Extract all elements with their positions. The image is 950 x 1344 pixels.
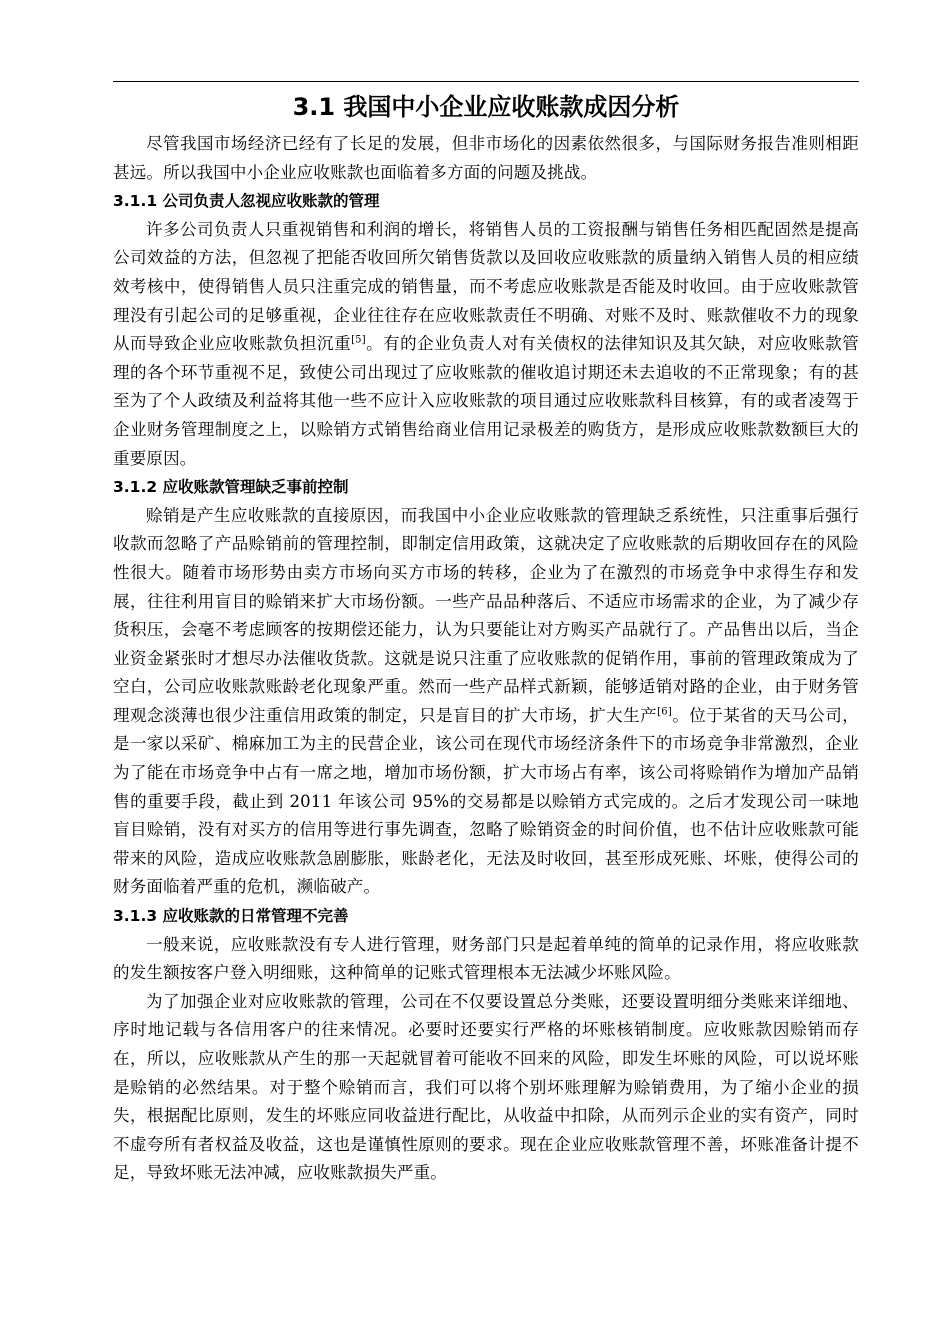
page-title: 3.1 我国中小企业应收账款成因分析	[292, 93, 680, 121]
header-rule	[113, 81, 859, 82]
section-3-1-1-paragraph	[113, 216, 859, 473]
document-body	[113, 88, 859, 1188]
section-heading-3-1-1: 3.1.1 公司负责人忽视应收账款的管理	[113, 192, 380, 211]
citation-ref: [6]	[657, 706, 672, 718]
paragraph-text: 。有的企业负责人对有关债权的法律知识及其欠缺，对应收账款管理的各个环节重视不足，致使公司出现过了应收账款的催收追讨期还未去追收的不正常现象；有的甚至为了个人政绩及利益将其他一些不应计入应收账款的项目通过应收账款科目核算，有的或者凌驾于企业财务管理制度之上，以赊销方式销售给商业信用记录极差的购货方，是形成应收账款数额巨大的重要原因。	[113, 334, 859, 468]
section-3-1-3-paragraph-2: 为了加强企业对应收账款的管理，公司在不仅要设置总分类账，还要设置明细分类账来详细地、序时地记载与各信用客户的往来情况。必要时还要实行严格的坏账核销制度。应收账款因赊销而存在，所以，应收账款从产生的那一天起就冒着可能收不回来的风险，即发生坏账的风险，可以说坏账是赊销的必然结果。对于整个赊销而言，我们可以将个别坏账理解为赊销费用，为了缩小企业的损失，根据配比原则，发生的坏账应同收益进行配比，从收益中扣除，从而列示企业的实有资产，同时不虚夸所有者权益及收益，这也是谨慎性原则的要求。现在企业应收账款管理不善，坏账准备计提不足，导致坏账无法冲减，应收账款损失严重。	[113, 991, 859, 1183]
section-3-1-2-paragraph	[113, 502, 859, 902]
intro-paragraph: 尽管我国市场经济已经有了长足的发展，但非市场化的因素依然很多，与国际财务报告准则相距甚远。所以我国中小企业应收账款也面临着多方面的问题及挑战。	[113, 134, 859, 182]
paragraph-text: 赊销是产生应收账款的直接原因，而我国中小企业应收账款的管理缺乏系统性，只注重事后强行收款而忽略了产品赊销前的管理控制，即制定信用政策，这就决定了应收账款的后期收回存在的风险性很大。随着市场形势由卖方市场向买方市场的转移，企业为了在激烈的市场竞争中求得生存和发展，往往利用盲目的赊销来扩大市场份额。一些产品品种落后、不适应市场需求的企业，为了减少存货积压，会毫不考虑顾客的按期偿还能力，认为只要能让对方购买产品就行了。产品售出以后，当企业资金紧张时才想尽办法催收货款。这就是说只注重了应收账款的促销作用，事前的管理政策成为了空白，公司应收账款账龄老化现象严重。然而一些产品样式新颖，能够适销对路的企业，由于财务管理观念淡薄也很少注重信用政策的制定，只是盲目的扩大市场，扩大生产	[113, 505, 859, 725]
paragraph-text: 。位于某省的天马公司，是一家以采矿、棉麻加工为主的民营企业，该公司在现代市场经济条件下的市场竞争非常激烈，企业为了能在市场竞争中占有一席之地，增加市场份额，扩大市场占有率，该公司将赊销作为增加产品销售的重要手段，截止到 2011 年该公司 95%的交易都是以赊销方式完成的。之后才发现公司一味地盲目赊销，没有对买方的信用等进行事先调查，忽略了赊销资金的时间价值，也不估计应收账款可能带来的风险，造成应收账款急剧膨胀，账龄老化，无法及时收回，甚至形成死账、坏账，使得公司的财务面临着严重的危机，濒临破产。	[113, 705, 859, 897]
citation-ref: [5]	[351, 334, 366, 346]
paragraph-text: 许多公司负责人只重视销售和利润的增长，将销售人员的工资报酬与销售任务相匹配固然是提高公司效益的方法，但忽视了把能否收回所欠销售货款以及回收应收账款的质量纳入销售人员的相应绩效考核中，使得销售人员只注重完成的销售量，而不考虑应收账款是否能及时收回。由于应收账款管理没有引起公司的足够重视，企业往往存在应收账款责任不明确、对账不及时、账款催收不力的现象从而导致企业应收账款负担沉重	[113, 219, 859, 354]
section-heading-3-1-2: 3.1.2 应收账款管理缺乏事前控制	[113, 478, 349, 497]
section-3-1-3-paragraph-1: 一般来说，应收账款没有专人进行管理，财务部门只是起着单纯的简单的记录作用，将应收账款的发生额按客户登入明细账，这种简单的记账式管理根本无法减少坏账风险。	[113, 934, 859, 983]
section-heading-3-1-3: 3.1.3 应收账款的日常管理不完善	[113, 907, 349, 926]
